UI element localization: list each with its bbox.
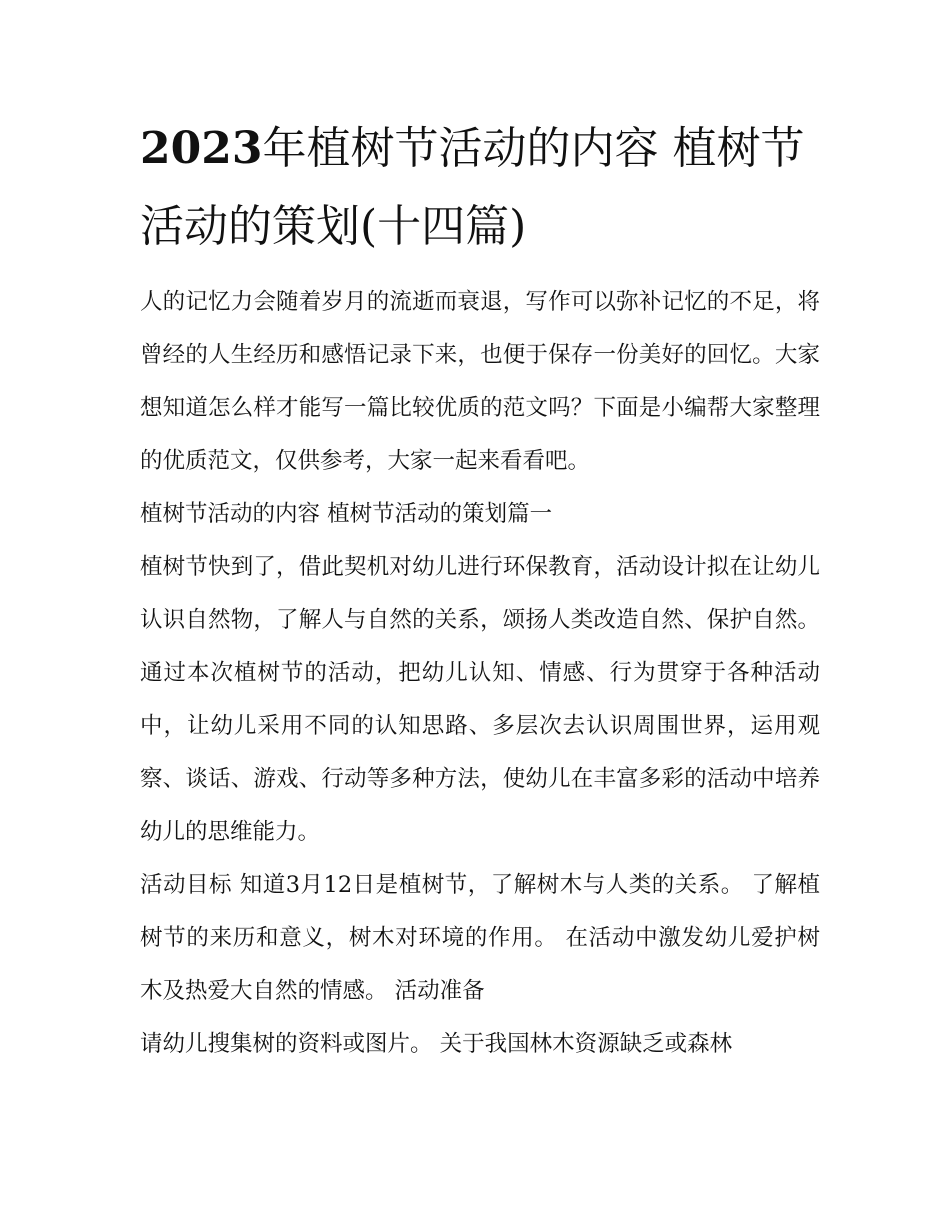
title-text: 年植树节活动的内容 植树节活动的策划(十四篇)	[140, 123, 805, 252]
section-heading: 植树节活动的内容 植树节活动的策划篇一	[140, 501, 553, 527]
body-paragraph-3: 请幼儿搜集树的资料或图片。 关于我国林木资源缺乏或森林	[140, 1031, 733, 1057]
title-year: 2023	[140, 123, 263, 174]
body-paragraph-1: 植树节快到了，借此契机对幼儿进行环保教育，活动设计拟在让幼儿认识自然物，了解人与自然的关系，颂扬人类改造自然、保护自然。通过本次植树节的活动，把幼儿认知、情感、行为贯穿于各种活动中，让幼儿采用不同的认知思路、多层次去认识周围世界，运用观察、谈话、游戏、行动等多种方法，使幼儿在丰富多彩的活动中培养幼儿的思维能力。	[140, 554, 820, 845]
body-paragraph-2: 活动目标 知道3月12日是植树节，了解树木与人类的关系。 了解植树节的来历和意义，树木对环境的作用。 在活动中激发幼儿爱护树木及热爱大自然的情感。 活动准备	[140, 872, 820, 1004]
intro-paragraph: 人的记忆力会随着岁月的流逝而衰退，写作可以弥补记忆的不足，将曾经的人生经历和感悟记录下来，也便于保存一份美好的回忆。大家想知道怎么样才能写一篇比较优质的范文吗？下面是小编帮大家整理的优质范文，仅供参考，大家一起来看看吧。	[140, 289, 820, 474]
document-title	[140, 110, 820, 266]
document-page	[140, 110, 820, 1071]
